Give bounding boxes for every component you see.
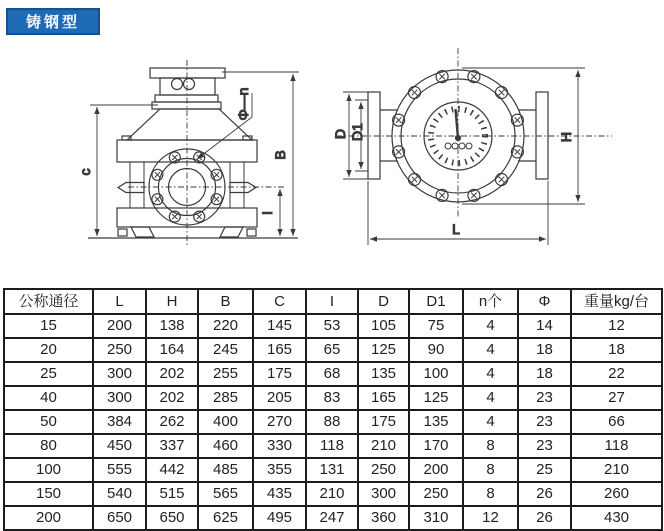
table-cell: 8: [463, 458, 518, 482]
dim-label-L: L: [452, 221, 460, 237]
table-cell: 430: [571, 506, 662, 530]
table-cell: 205: [253, 386, 306, 410]
table-cell: 540: [93, 482, 146, 506]
table-cell: 485: [198, 458, 253, 482]
table-cell: 210: [571, 458, 662, 482]
column-header: L: [93, 289, 146, 314]
table-cell: 337: [146, 434, 198, 458]
table-cell: 20: [4, 338, 93, 362]
odometer-digit: [445, 143, 451, 149]
table-cell: 53: [306, 314, 358, 338]
table-cell: 515: [146, 482, 198, 506]
column-header: I: [306, 289, 358, 314]
table-cell: 565: [198, 482, 253, 506]
side-pipe: [230, 183, 256, 193]
dim-label-B: B: [272, 150, 288, 160]
table-cell: 135: [358, 362, 409, 386]
table-cell: 4: [463, 410, 518, 434]
table-row: [4, 482, 662, 506]
table-cell: 66: [571, 410, 662, 434]
table-cell: 18: [518, 338, 571, 362]
table-cell: 260: [571, 482, 662, 506]
dim-label-c: c: [77, 168, 93, 176]
column-header: D1: [409, 289, 463, 314]
table-cell: 250: [93, 338, 146, 362]
table-cell: 145: [253, 314, 306, 338]
table-cell: 18: [571, 338, 662, 362]
table-cell: 300: [358, 482, 409, 506]
table-cell: 330: [253, 434, 306, 458]
table-cell: 68: [306, 362, 358, 386]
table-cell: 80: [4, 434, 93, 458]
dim-label-phi-n: Φ—n: [235, 87, 251, 121]
table-cell: 12: [463, 506, 518, 530]
table-cell: 247: [306, 506, 358, 530]
table-cell: 165: [358, 386, 409, 410]
table-cell: 210: [306, 482, 358, 506]
table-cell: 23: [518, 434, 571, 458]
column-header: B: [198, 289, 253, 314]
dim-label-D1: D1: [349, 123, 365, 141]
inlet-flange: [368, 92, 380, 179]
table-cell: 100: [409, 362, 463, 386]
table-cell: 75: [409, 314, 463, 338]
type-badge-label: 铸钢型: [25, 14, 80, 31]
table-cell: 245: [198, 338, 253, 362]
table-cell: 50: [4, 410, 93, 434]
table-cell: 210: [358, 434, 409, 458]
column-header: 重量kg/台: [571, 289, 662, 314]
table-cell: 125: [358, 338, 409, 362]
table-body: [4, 314, 662, 530]
table-cell: 23: [518, 410, 571, 434]
table-cell: 12: [571, 314, 662, 338]
table-cell: 4: [463, 338, 518, 362]
counter-box: [160, 78, 215, 95]
table-cell: 4: [463, 362, 518, 386]
table-cell: 65: [306, 338, 358, 362]
table-cell: 40: [4, 386, 93, 410]
table-cell: 300: [93, 386, 146, 410]
front-view: [77, 60, 299, 246]
table-cell: 165: [253, 338, 306, 362]
side-pipe: [118, 183, 144, 193]
table-cell: 18: [518, 362, 571, 386]
table-cell: 202: [146, 386, 198, 410]
table-cell: 200: [4, 506, 93, 530]
table-cell: 27: [571, 386, 662, 410]
column-header: n个: [463, 289, 518, 314]
table-cell: 625: [198, 506, 253, 530]
table-cell: 8: [463, 434, 518, 458]
table-cell: 170: [409, 434, 463, 458]
table-cell: 200: [409, 458, 463, 482]
table-cell: 262: [146, 410, 198, 434]
table-cell: 175: [253, 362, 306, 386]
table-cell: 250: [358, 458, 409, 482]
counter-window-icon: [172, 79, 183, 90]
table-cell: 442: [146, 458, 198, 482]
table-cell: 23: [518, 386, 571, 410]
table-cell: 255: [198, 362, 253, 386]
odometer-digit: [452, 143, 458, 149]
table-cell: 650: [146, 506, 198, 530]
table-cell: 555: [93, 458, 146, 482]
column-header: D: [358, 289, 409, 314]
odometer-digit: [459, 143, 465, 149]
table-cell: 90: [409, 338, 463, 362]
table-cell: 118: [306, 434, 358, 458]
table-cell: 131: [306, 458, 358, 482]
table-cell: 495: [253, 506, 306, 530]
column-header: Φ: [518, 289, 571, 314]
table-cell: 164: [146, 338, 198, 362]
table-cell: 88: [306, 410, 358, 434]
table-cell: 360: [358, 506, 409, 530]
register-cap: [150, 68, 225, 78]
table-cell: 150: [4, 482, 93, 506]
table-cell: 175: [358, 410, 409, 434]
table-cell: 100: [4, 458, 93, 482]
table-cell: 26: [518, 506, 571, 530]
table-row: [4, 410, 662, 434]
table-cell: 135: [409, 410, 463, 434]
table-cell: 250: [409, 482, 463, 506]
table-cell: 83: [306, 386, 358, 410]
table-cell: 200: [93, 314, 146, 338]
table-cell: 26: [518, 482, 571, 506]
table-cell: 4: [463, 314, 518, 338]
table-header-row: [4, 289, 662, 314]
table-cell: 300: [93, 362, 146, 386]
table-row: [4, 434, 662, 458]
table-row: [4, 338, 662, 362]
dim-label-D: D: [332, 128, 348, 140]
table-cell: 14: [518, 314, 571, 338]
table-row: [4, 362, 662, 386]
table-cell: 435: [253, 482, 306, 506]
column-header: H: [146, 289, 198, 314]
table-cell: 220: [198, 314, 253, 338]
column-header: C: [253, 289, 306, 314]
table-cell: 384: [93, 410, 146, 434]
table-row: [4, 458, 662, 482]
table-row: [4, 386, 662, 410]
table-cell: 15: [4, 314, 93, 338]
table-cell: 25: [4, 362, 93, 386]
dimension-table: [3, 288, 663, 531]
table-cell: 270: [253, 410, 306, 434]
dim-label-I: I: [259, 211, 275, 215]
side-view: [332, 48, 612, 245]
table-cell: 450: [93, 434, 146, 458]
table-cell: 105: [358, 314, 409, 338]
meter-body: [127, 109, 252, 140]
table-cell: 4: [463, 386, 518, 410]
odometer-digit: [466, 143, 472, 149]
table-cell: 8: [463, 482, 518, 506]
outlet-flange: [536, 92, 548, 179]
table-cell: 22: [571, 362, 662, 386]
table-cell: 400: [198, 410, 253, 434]
table-cell: 355: [253, 458, 306, 482]
table-cell: 125: [409, 386, 463, 410]
counter-window-icon: [184, 79, 195, 90]
table-cell: 138: [146, 314, 198, 338]
table-cell: 202: [146, 362, 198, 386]
table-cell: 460: [198, 434, 253, 458]
column-header: 公称通径: [4, 289, 93, 314]
table-cell: 118: [571, 434, 662, 458]
dim-label-H: H: [558, 131, 574, 143]
table-cell: 310: [409, 506, 463, 530]
table-cell: 285: [198, 386, 253, 410]
table-cell: 25: [518, 458, 571, 482]
table-row: [4, 314, 662, 338]
table-cell: 650: [93, 506, 146, 530]
table-row: [4, 506, 662, 530]
